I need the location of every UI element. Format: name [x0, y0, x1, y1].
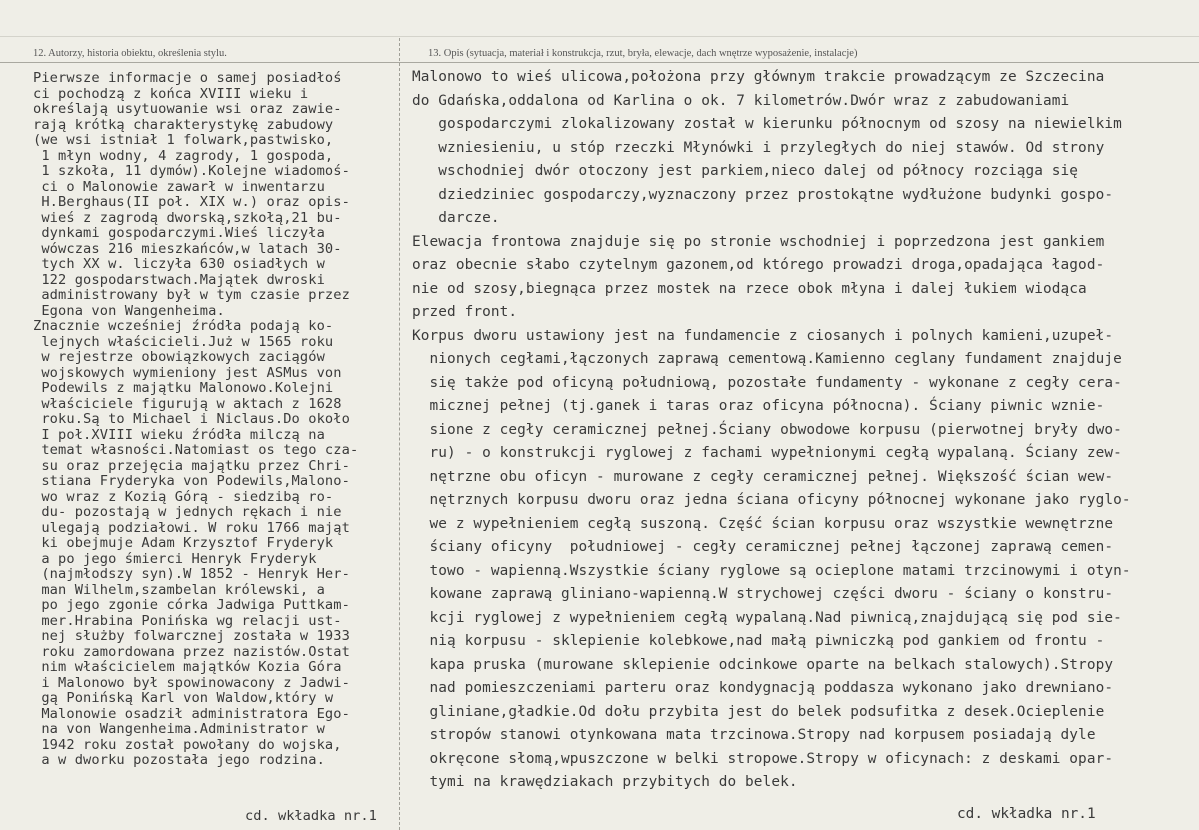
text-line: sione z cegły ceramicznej pełnej.Ściany obwodowe korpusu (pierwotnej bryły dwo- — [412, 421, 1122, 438]
top-rule — [0, 36, 1199, 37]
text-line: tych XX w. liczyła 630 osiadłych w — [33, 256, 325, 272]
text-line: Elewacja frontowa znajduje się po stronie wschodniej i poprzedzona jest gankiem — [412, 233, 1105, 250]
text-line: (we wsi istniał 1 folwark,pastwisko, — [33, 132, 334, 148]
text-line: nętrzne obu oficyn - murowane z cegły ceramicznej pełnej. Większość ścian wew- — [412, 468, 1114, 485]
text-line: gliniane,gładkie.Od dołu przybita jest do belek podsufitka z desek.Ocieplenie — [412, 703, 1105, 720]
text-line: 1942 roku został powołany do wojska, — [33, 736, 342, 753]
text-line: wzniesieniu, u stóp rzeczki Młynówki i przyległych do niej stawów. Od strony — [412, 139, 1105, 156]
text-line: Korpus dworu ustawiony jest na fundamencie z ciosanych i polnych kamieni,uzupeł- — [412, 327, 1114, 344]
text-line: nad pomieszczeniami parteru oraz kondygnacją poddasza wykonano jako drewniano- — [412, 680, 1114, 696]
text-line: administrowany był w tym czasie przez — [33, 287, 350, 303]
text-line: H.Berghaus(II poł. XIX w.) oraz opis- — [33, 194, 350, 210]
text-line: we z wypełnieniem cegłą suszoną. Część ścian korpusu oraz wszystkie wewnętrzne — [412, 515, 1114, 532]
text-line: su oraz przejęcia majątku przez Chri- — [33, 457, 350, 474]
text-line: mer.Hrabina Ponińska wg relacji ust- — [33, 612, 342, 629]
text-line: stiana Fryderyka von Podewils,Malono- — [33, 473, 350, 489]
text-line: micznej pełnej (tj.ganek i taras oraz oficyna północna). Ściany piwnic wznie- — [412, 398, 1105, 414]
text-line: nej służby folwarcznej została w 1933 — [33, 628, 350, 644]
text-line: ulegają podziałowi. W roku 1766 mająt — [33, 519, 350, 536]
text-line: wschodniej dwór otoczony jest parkiem,nieco dalej od północy rozciąga się — [412, 163, 1079, 179]
text-line: ściany oficyny południowej - cegły ceramicznej pełnej łączonej zaprawą cemen- — [412, 539, 1114, 555]
history-text-column — [33, 71, 395, 769]
text-line: oraz obecnie słabo czytelnym gazonem,od którego prowadzi droga,opadająca łagod- — [412, 257, 1105, 273]
text-line: gą Ponińską Karl von Waldow,który w — [33, 690, 334, 706]
text-line: Malonowo to wieś ulicowa,położona przy głównym trakcie prowadzącym ze Szczecina — [412, 69, 1105, 85]
description-text-column — [412, 66, 1192, 795]
text-line: nie od szosy,biegnąca przez mostek na rzece obok młyna i dalej łukiem wiodąca — [412, 280, 1087, 297]
column-divider — [399, 38, 400, 830]
text-line: wieś z zagrodą dworską,szkołą,21 bu- — [33, 209, 342, 226]
text-line: Malonowie osadził administratora Ego- — [33, 705, 350, 722]
text-line: ci o Malonowie zawarł w inwentarzu — [33, 178, 325, 195]
text-line: i Malonowo był spowinowacony z Jadwi- — [33, 674, 350, 691]
text-line: ru) - o konstrukcji ryglowej z fachami wypełnionymi cegłą wypalaną. Ściany zew- — [412, 445, 1122, 461]
right-continuation-note: cd. wkładka nr.1 — [957, 806, 1096, 822]
header-rule — [0, 62, 1199, 63]
text-line: wojskowych wymieniony jest ASMus von — [33, 364, 342, 381]
text-line: kcji ryglowej z wypełnieniem cegłą wypalaną.Nad piwnicą,znajdującą się pod sie- — [412, 609, 1122, 626]
text-line: w rejestrze obowiązkowych zaciągów — [33, 349, 325, 365]
text-line: nią korpusu - sklepienie kolebkowe,nad małą piwniczką pod gankiem od frontu - — [412, 633, 1105, 649]
text-line: towo - wapienną.Wszystkie ściany ryglowe są ocieplone matami trzcinowymi i otyn- — [412, 562, 1131, 579]
text-line: na von Wangenheima.Administrator w — [33, 721, 325, 737]
text-line: du- pozostają w jednych rękach i nie — [33, 504, 342, 520]
text-line: 1 szkoła, 11 dymów).Kolejne wiadomoś- — [33, 163, 350, 179]
text-line: nętrznych korpusu dworu oraz jedna ściana oficyny północnej wykonane jako ryglo- — [412, 492, 1131, 508]
right-section-header: 13. Opis (sytuacja, materiał i konstrukcja, rzut, bryła, elewacje, dach wnętrze wyposażenie, instalacje) — [428, 48, 858, 59]
text-line: (najmłodszy syn).W 1852 - Henryk Her- — [33, 566, 350, 582]
text-line: Podewils z majątku Malonowo.Kolejni — [33, 380, 334, 396]
text-line: darcze. — [412, 210, 500, 226]
text-line: nim właścicielem majątków Kozia Góra — [33, 659, 342, 675]
text-line: do Gdańska,oddalona od Karlina o ok. 7 kilometrów.Dwór wraz z zabudowaniami — [412, 92, 1070, 109]
text-line: Egona von Wangenheima. — [33, 302, 225, 319]
text-line: przed front. — [412, 304, 518, 320]
text-line: temat własności.Natomiast os tego cza- — [33, 442, 359, 458]
left-continuation-note: cd. wkładka nr.1 — [245, 808, 377, 824]
left-section-header: 12. Autorzy, historia obiektu, określenia stylu. — [33, 48, 227, 59]
text-line: określają usytuowanie wsi oraz zawie- — [33, 101, 342, 117]
text-line: a po jego śmierci Henryk Fryderyk — [33, 550, 317, 567]
text-line: Pierwsze informacje o samej posiadłoś — [33, 70, 342, 86]
text-line: a w dworku pozostała jego rodzina. — [33, 752, 325, 768]
text-line: Znacznie wcześniej źródła podają ko- — [33, 318, 334, 334]
text-line: okręcone słomą,wpuszczone w belki stropowe.Stropy w oficynach: z deskami opar- — [412, 750, 1114, 767]
text-line: tymi na krawędziakach przybitych do belek. — [412, 774, 798, 790]
text-line: nionych cegłami,łączonych zaprawą cementową.Kamienno ceglany fundament znajduje — [412, 351, 1122, 367]
text-line: właściciele figurują w aktach z 1628 — [33, 395, 342, 412]
text-line: dynkami gospodarczymi.Wieś liczyła — [33, 225, 325, 241]
text-line: ci pochodzą z końca XVIII wieku i — [33, 85, 309, 102]
text-line: 122 gospodarstwach.Majątek dwroski — [33, 271, 325, 288]
text-line: się także pod oficyną południową, pozostałe fundamenty - wykonane z cegły cera- — [412, 374, 1122, 391]
text-line: 1 młyn wodny, 4 zagrody, 1 gospoda, — [33, 147, 334, 164]
text-line: I poł.XVIII wieku źródła milczą na — [33, 426, 325, 443]
text-line: roku zamordowana przez nazistów.Ostat — [33, 643, 350, 660]
text-line: wówczas 216 mieszkańców,w latach 30- — [33, 240, 342, 257]
text-line: stropów stanowi otynkowana mata trzcinowa.Stropy nad korpusem posiadają dyle — [412, 727, 1096, 743]
text-line: dziedziniec gospodarczy,wyznaczony przez prostokątne wydłużone budynki gospo- — [412, 186, 1114, 203]
text-line: kapa pruska (murowane sklepienie odcinkowe oparte na belkach stalowych).Stropy — [412, 656, 1114, 673]
text-line: gospodarczymi zlokalizowany został w kierunku północnym od szosy na niewielkim — [412, 116, 1122, 132]
text-line: rają krótką charakterystykę zabudowy — [33, 116, 334, 133]
text-line: lejnych właścicieli.Już w 1565 roku — [33, 333, 334, 350]
text-line: po jego zgonie córka Jadwiga Puttkam- — [33, 597, 350, 613]
text-line: ki obejmuje Adam Krzysztof Fryderyk — [33, 535, 334, 551]
text-line: roku.Są to Michael i Niclaus.Do około — [33, 411, 350, 427]
text-line: man Wilhelm,szambelan królewski, a — [33, 581, 325, 598]
text-line: wo wraz z Kozią Górą - siedzibą ro- — [33, 488, 334, 505]
text-line: kowane zaprawą gliniano-wapienną.W strychowej części dworu - ściany o konstru- — [412, 586, 1114, 602]
